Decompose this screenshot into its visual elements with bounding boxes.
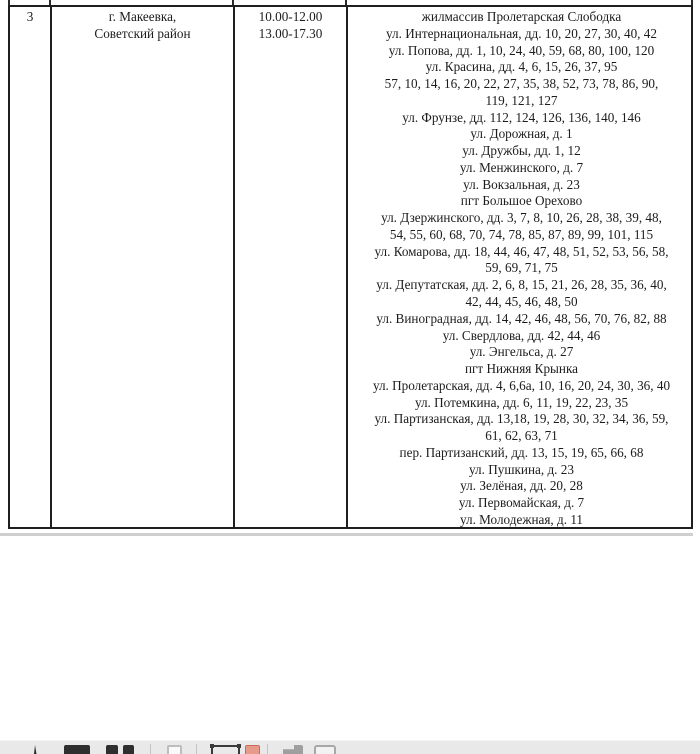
street-line: 42, 44, 45, 46, 48, 50 [465,294,578,310]
street-line: ул. Энгельса, д. 27 [469,344,574,360]
street-line: ул. Первомайская, д. 7 [458,495,585,511]
location-line: г. Макеевка, [108,9,177,24]
street-line: 59, 69, 71, 75 [485,260,558,276]
street-line: ул. Дзержинского, дд. 3, 7, 8, 10, 26, 28, 38, 39, 48, [381,210,662,226]
street-line: ул. Потемкина, дд. 6, 11, 19, 22, 23, 35 [414,394,629,410]
street-line: ул. Дорожная, д. 1 [470,126,573,142]
street-line: 54, 55, 60, 68, 70, 74, 78, 85, 87, 89, 99, 101, 115 [389,226,654,242]
street-line: пгт Нижняя Крынка [464,361,579,377]
schedule-table [8,5,693,529]
time-line: 10.00-12.00 [258,9,323,24]
street-line: 61, 62, 63, 71 [485,428,558,444]
street-line: ул. Зелёная, дд. 20, 28 [460,478,583,494]
street-line: 119, 121, 127 [485,92,558,108]
location-line: Советский район [94,25,191,41]
street-line: ул. Вокзальная, д. 23 [463,176,580,192]
row-number-cell [10,7,52,527]
street-line: ул. Фрунзе, дд. 112, 124, 126, 136, 140, 146 [402,109,641,125]
row-number: 3 [26,9,34,24]
street-line: ул. Пролетарская, дд. 4, 6,6а, 10, 16, 20, 24, 30, 36, 40 [372,377,671,393]
street-line: ул. Молодежная, д. 11 [459,511,584,527]
street-line: ул. Дружбы, дд. 1, 12 [462,143,581,159]
street-line: ул. Партизанская, дд. 13,18, 19, 28, 30, 32, 34, 36, 59, [374,411,669,427]
street-line: пер. Партизанский, дд. 13, 15, 19, 65, 66, 68 [399,444,644,460]
street-line: ул. Пушкина, д. 23 [469,461,574,477]
street-line: ул. Менжинского, д. 7 [459,159,584,175]
street-line: ул. Виноградная, дд. 14, 42, 46, 48, 56, 70, 76, 82, 88 [376,310,667,326]
streets-cell [348,7,695,527]
page-shadow-line [0,533,693,536]
bottom-toolbar [0,740,700,754]
street-line: ул. Красина, дд. 4, 6, 15, 26, 37, 95 [425,59,618,75]
street-line: 57, 10, 14, 16, 20, 22, 27, 35, 38, 52, 73, 78, 86, 90, [384,76,659,92]
time-cell [235,7,348,527]
street-line: ул. Интернациональная, дд. 10, 20, 27, 30, 40, 42 [386,25,657,41]
street-line: ул. Комарова, дд. 18, 44, 46, 47, 48, 51, 52, 53, 56, 58, [374,243,669,259]
street-line: ул. Свердлова, дд. 42, 44, 46 [442,327,601,343]
street-line: ул. Попова, дд. 1, 10, 24, 40, 59, 68, 80, 100, 120 [388,42,655,58]
time-line: 13.00-17.30 [258,25,323,41]
street-line: пгт Большое Орехово [460,193,583,209]
street-line: жилмассив Пролетарская Слободка [421,9,622,24]
street-line: ул. Депутатская, дд. 2, 6, 8, 15, 21, 26, 28, 35, 36, 40, [376,277,667,293]
location-cell [52,7,235,527]
